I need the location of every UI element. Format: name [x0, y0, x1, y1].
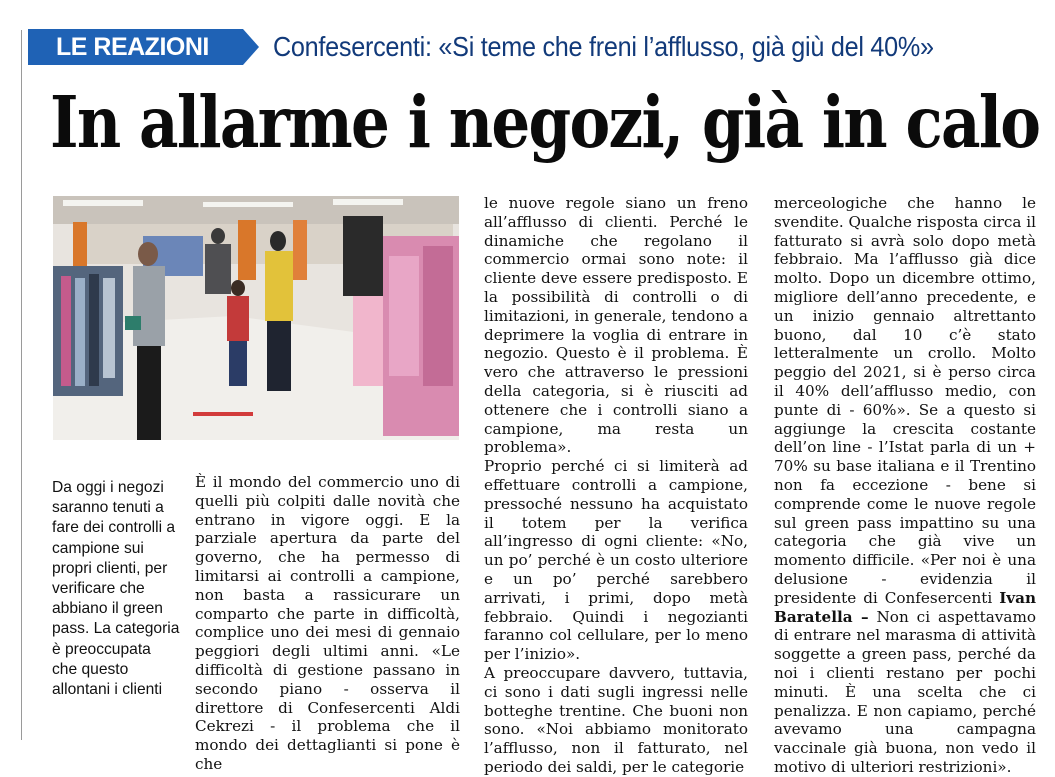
- article-paragraph: A preoccupare davvero, tuttavia, ci sono i dati sugli ingressi nelle botteghe trentine. Che buoni non sono. «Noi abbiamo monitorato l’afflusso, non il fatturato, nel periodo dei saldi, per le categorie: [484, 663, 748, 776]
- kicker-subtitle: Confesercenti: «Si teme che freni l’afflusso, già giù del 40%»: [272, 31, 934, 62]
- article-paragraph: le nuove regole siano un freno all’afflusso di clienti. Perché le dinamiche che regolano il commercio ormai sono note: il cliente deve essere predisposto. E la possibilità di controlli o di limitazioni, in generale, tendono a deprimere la voglia di entrare in negozio. Questo è il problema. È vero che attraverso le pressioni della categoria, si è riusciti ad ottenere che i controlli siano a campione, ma resta un problema».: [484, 194, 748, 457]
- store-photo: [53, 196, 459, 440]
- kicker-bar: [28, 29, 1007, 65]
- headline: In allarme i negozi, già in calo: [50, 80, 1040, 164]
- article-paragraph: Proprio perché ci si limiterà ad effettuare controlli a campione, pressoché nessuno ha acquistato il totem per la verifica all’ingresso di ogni cliente: «No, un po’ perché è un costo ulteriore e un po’ perché sarebbero arrivati, i primi, dopo metà febbraio. Quindi i negozianti faranno col cellulare, per lo meno per l’inizio».: [484, 457, 748, 664]
- article-text: merceologiche che hanno le svendite. Qualche risposta circa il fatturato si avrà solo dopo metà febbraio. Ma l’afflusso già dice molto. Dopo un dicembre ottimo, migliore dell’anno precedente, e un inizio gennaio altrettanto buono, dal 10 c’è stato letteralmente un crollo. Molto peggio del 2021, si è perso circa il 40% dell’afflusso medio, con punte di - 60%». Se a questo si aggiunge la crescita costante dell’on line - l’Istat parla di un + 70% su base italiana e il Trentino non fa eccezione - bene si comprende come le nuove regole sul green pass impattino su una categoria che già vive un momento difficile. «Per noi è una delusione - evidenzia il presidente di Confesercenti: [774, 194, 1036, 607]
- page-left-rule: [21, 30, 22, 740]
- article-column-3: [774, 194, 1036, 777]
- article-column-1: [195, 473, 460, 774]
- photo-caption: Da oggi i negozi saranno tenuti a fare dei controlli a campione sui propri clienti, per verificare che abbiano il green pass. La categoria è preoccupata che questo allontani i clienti: [52, 479, 180, 699]
- section-tag: [28, 29, 243, 65]
- section-tag-label: LE REAZIONI: [56, 32, 209, 61]
- article-text: Non ci aspettavamo di entrare nel marasma di attività soggette a green pass, perché da noi i clienti restano per pochi minuti. È una scelta che ci penalizza. E non capiamo, perché avevamo una campagna vaccinale già buona, non vedo il motivo di ulteriori restrizioni».: [774, 607, 1036, 776]
- article-column-2: [484, 194, 748, 777]
- quoted-person-name: Ivan Baratella –: [774, 588, 1037, 626]
- article-paragraph: È il mondo del commercio uno di quelli più colpiti dalle novità che entrano in vigore oggi. E la parziale apertura da parte del governo, che ha permesso di limitarsi ai controlli a campione, non basta a rassicurare un comparto che parte in difficoltà, complice uno dei mesi di gennaio peggiori degli ultimi anni. «Le difficoltà di gestione passano in secondo piano - osserva il direttore di Confesercenti Aldi Cekrezi - il problema che il mondo dei dettaglianti si pone è che: [195, 473, 460, 773]
- article-paragraph: [774, 194, 1036, 777]
